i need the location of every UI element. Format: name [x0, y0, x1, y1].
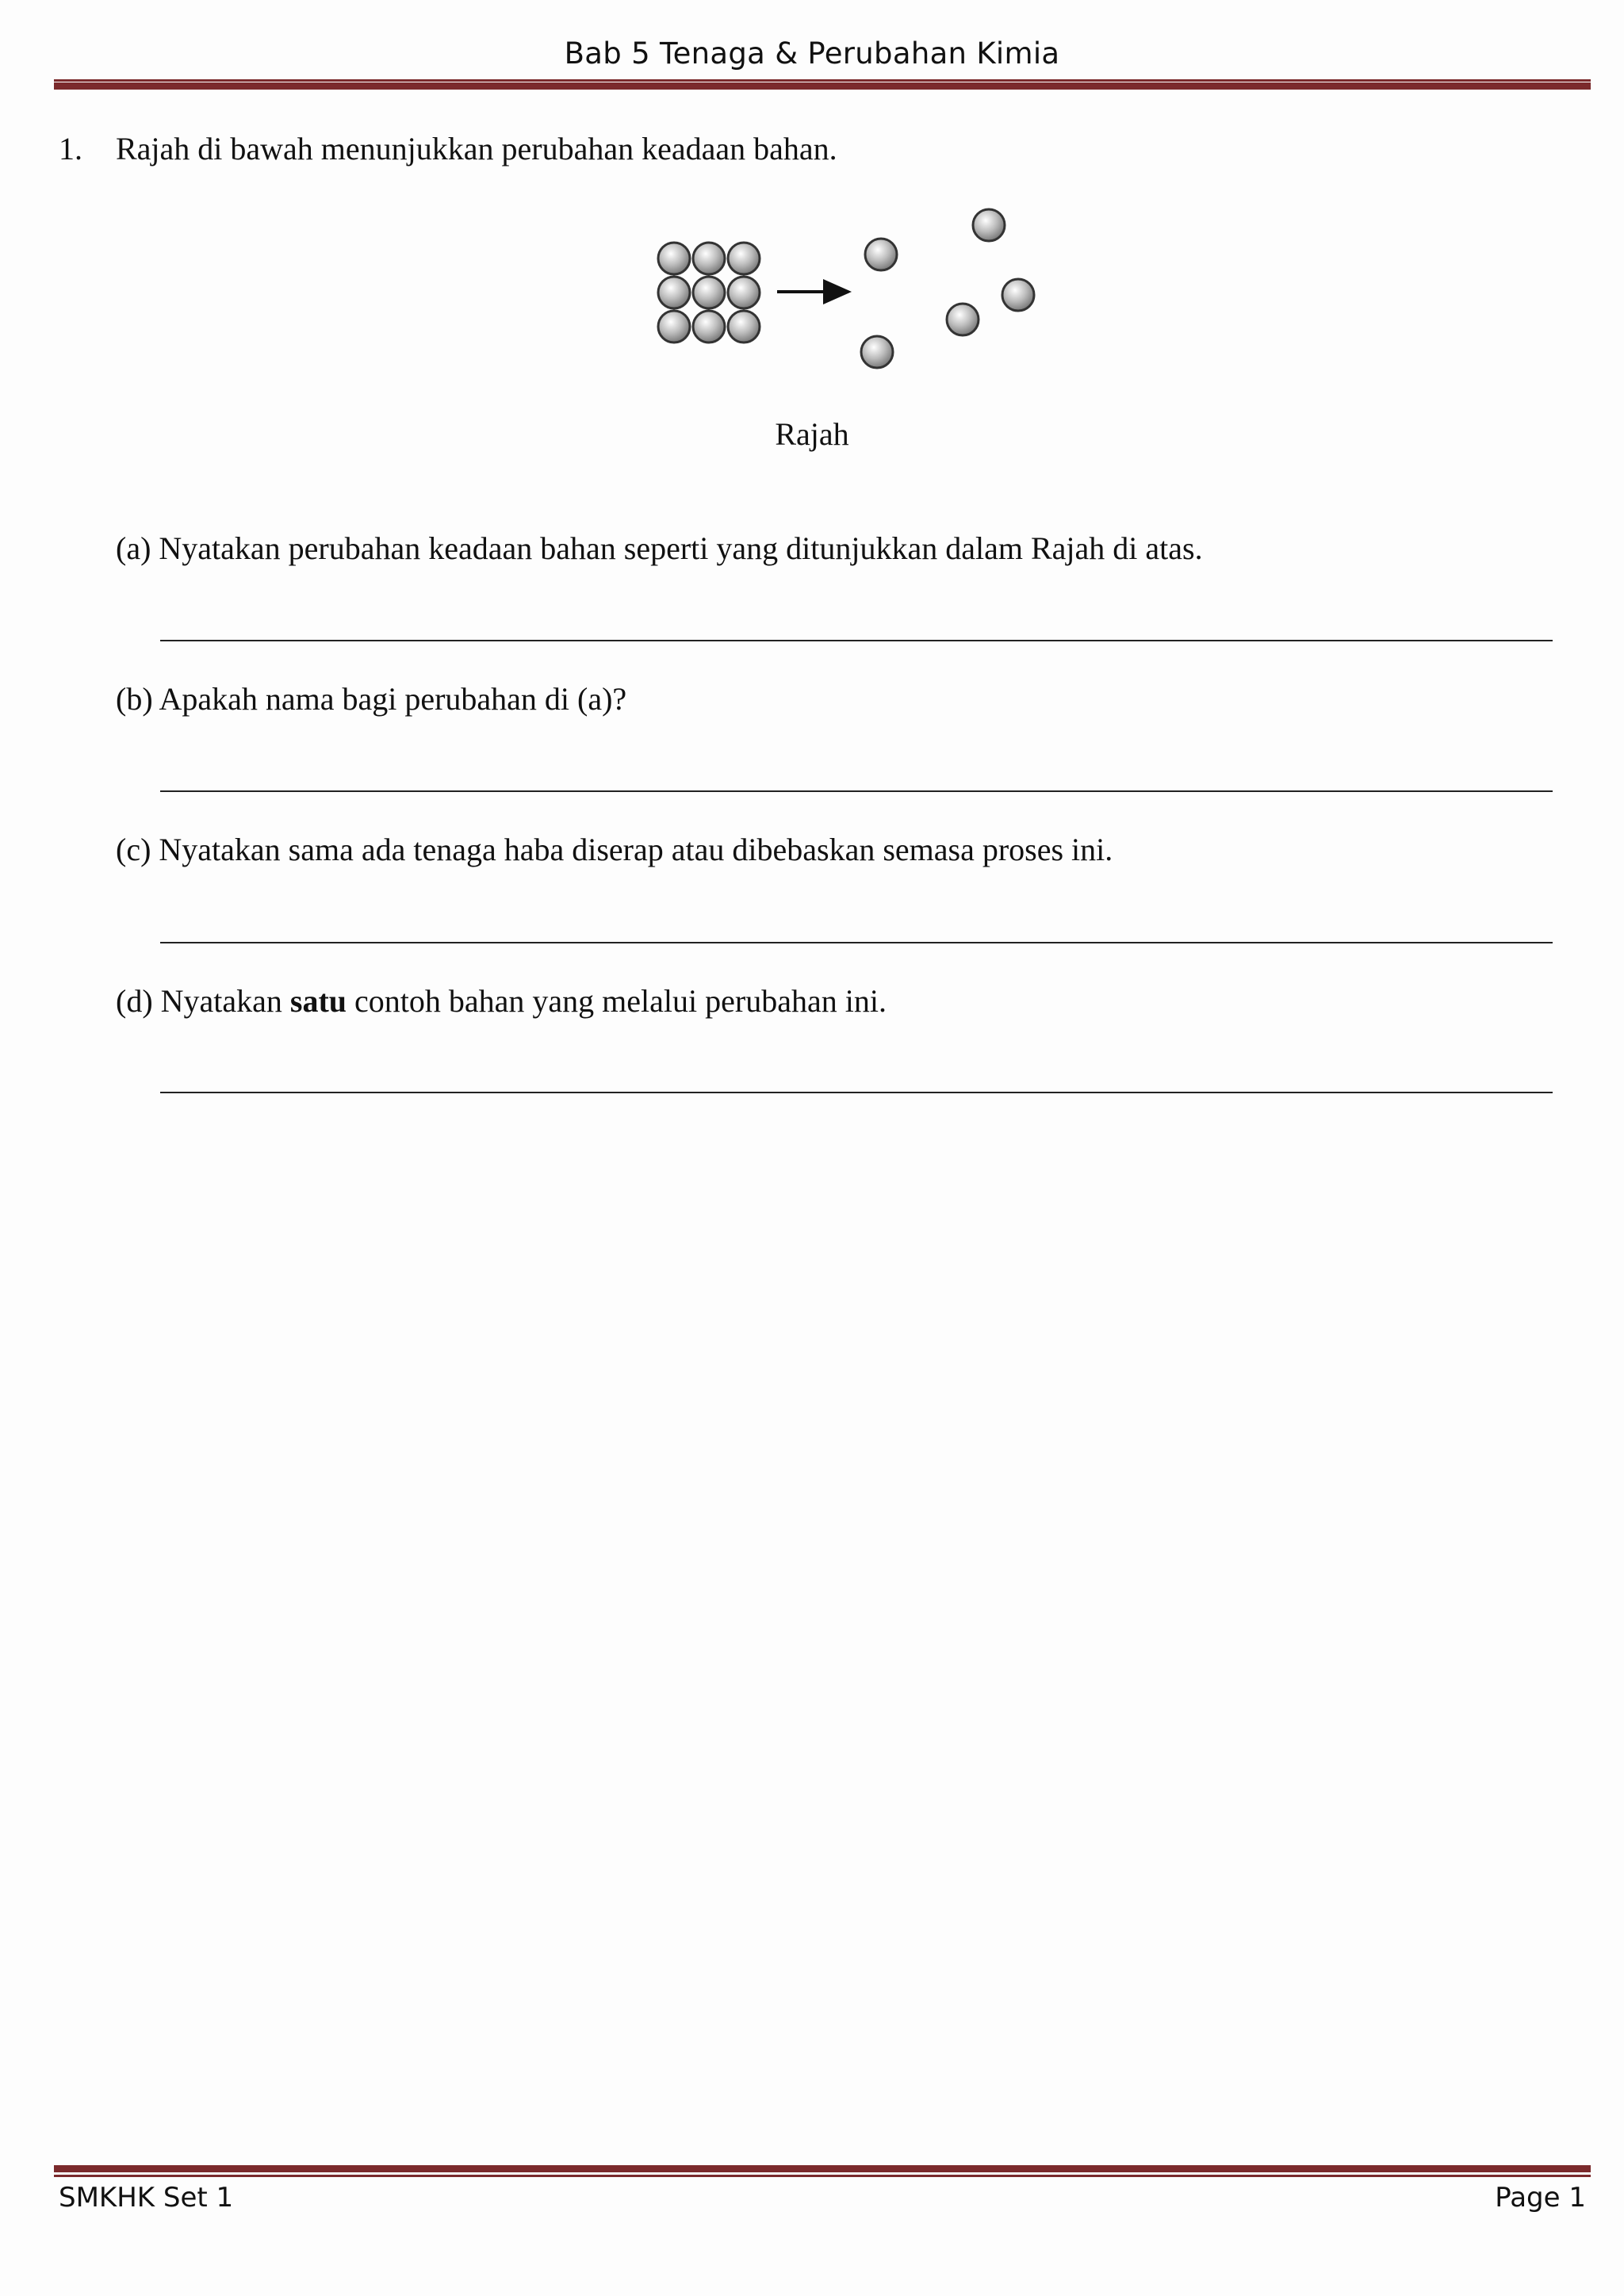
sub-question-b — [116, 680, 626, 718]
question-number: 1. — [59, 131, 82, 166]
particles-solid-to-gas-icon — [646, 202, 1067, 385]
sub-question-text: Apakah nama bagi perubahan di (a)? — [159, 681, 627, 717]
page-number: Page 1 — [1495, 2182, 1586, 2214]
sub-question-c — [116, 831, 1113, 868]
header-rule-thick — [54, 82, 1591, 90]
question-stem: Rajah di bawah menunjukkan perubahan keadaan bahan. — [116, 131, 837, 166]
answer-line-d[interactable] — [160, 1092, 1553, 1093]
sub-question-d — [116, 982, 887, 1020]
header-rule-thin — [54, 79, 1591, 82]
page-header-title: Bab 5 Tenaga & Perubahan Kimia — [564, 36, 1060, 71]
sub-question-text-after: contoh bahan yang melalui perubahan ini. — [347, 983, 887, 1019]
sub-question-label: (a) — [116, 530, 151, 566]
footer-rule-thick — [54, 2165, 1591, 2172]
footer-rule-thin — [54, 2175, 1591, 2177]
solid-lattice — [658, 243, 760, 342]
sub-question-label: (b) — [116, 681, 153, 717]
answer-line-b[interactable] — [160, 790, 1553, 792]
footer-left-text: SMKHK Set 1 — [59, 2182, 234, 2214]
sub-question-a — [116, 530, 1203, 567]
gas-particles — [861, 209, 1034, 368]
sub-question-text-bold: satu — [289, 983, 347, 1019]
sub-question-text: Nyatakan perubahan keadaan bahan seperti yang ditunjukkan dalam Rajah di atas. — [159, 530, 1203, 566]
sub-question-text-before: Nyatakan — [160, 983, 290, 1019]
sub-question-text: Nyatakan sama ada tenaga haba diserap atau dibebaskan semasa proses ini. — [159, 832, 1113, 867]
answer-line-c[interactable] — [160, 942, 1553, 943]
answer-line-a[interactable] — [160, 640, 1553, 641]
sub-question-label: (c) — [116, 832, 151, 867]
figure-caption: Rajah — [775, 416, 849, 452]
sub-question-label: (d) — [116, 983, 153, 1019]
